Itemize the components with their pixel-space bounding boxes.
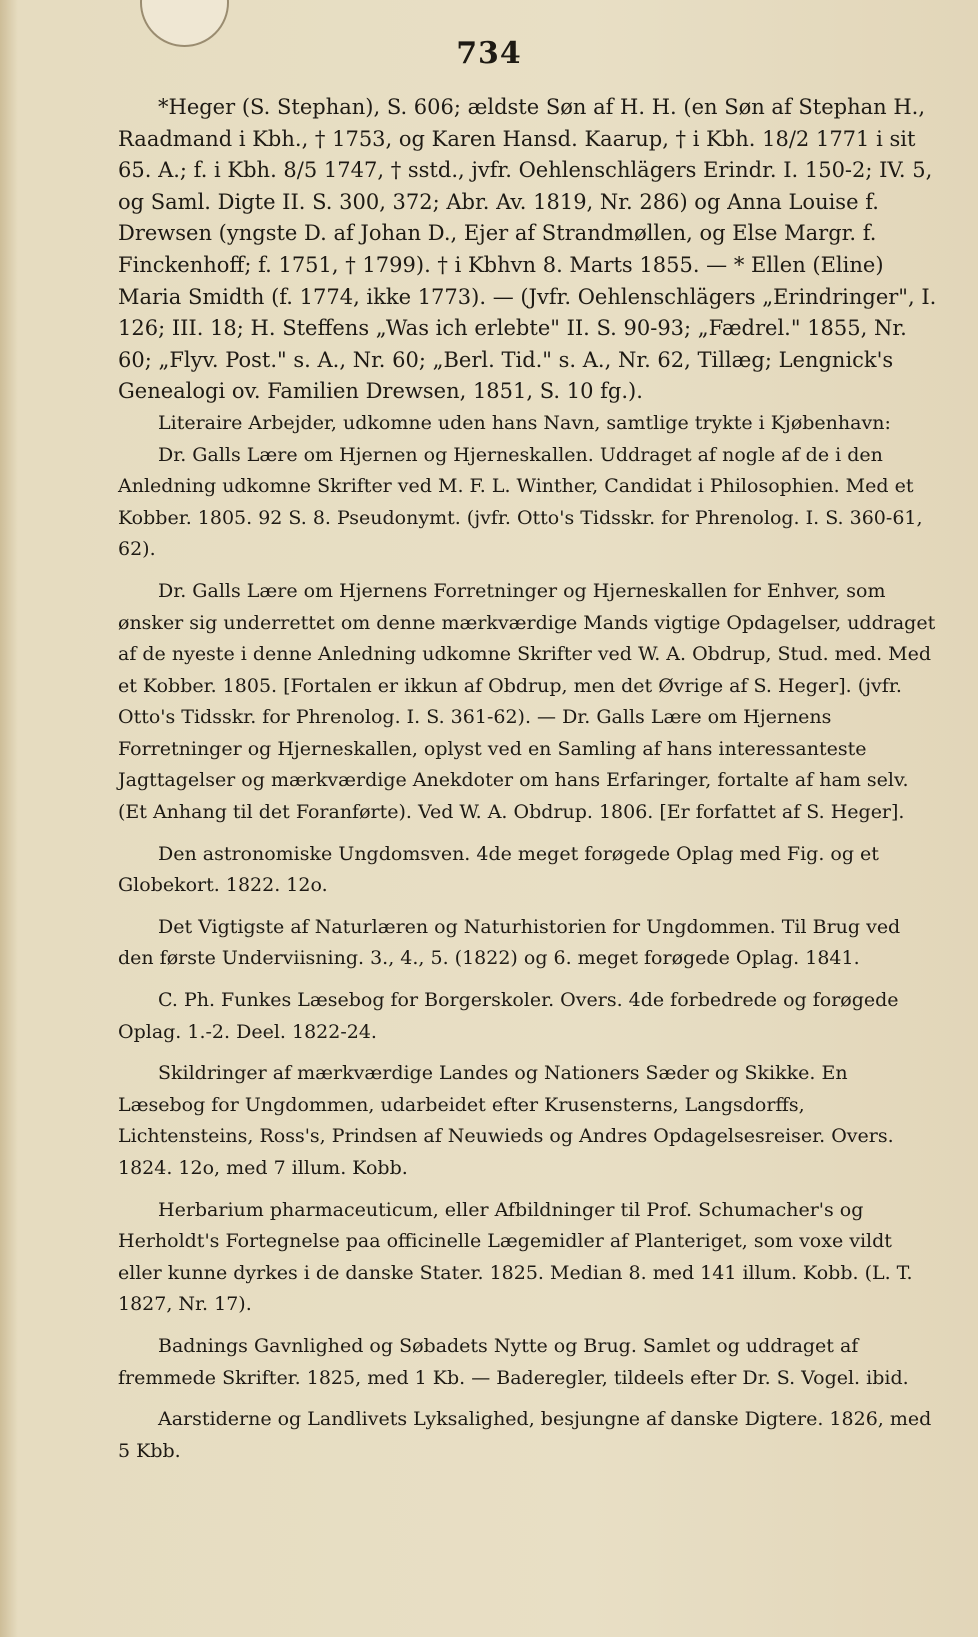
page-text (118, 92, 940, 1467)
work-entry: Det Vigtigste af Naturlæren og Naturhistorien for Ungdommen. Til Brug ved den første Underviisning. 3., 4., 5. (1822) og 6. meget forøgede Oplag. 1841. (118, 915, 901, 970)
work-entry: Badnings Gavnlighed og Søbadets Nytte og Brug. Samlet og uddraget af fremmede Skrifter. 1825, med 1 Kb. — Baderegler, tildeels efter Dr. S. Vogel. ibid. (118, 1334, 909, 1389)
page-number: 734 (456, 36, 522, 71)
work-entry: Herbarium pharmaceuticum, eller Afbildninger til Prof. Schumacher's og Herholdt's Fortegnelse paa officinelle Lægemidler af Planteriget, som voxe vildt eller kunne dyrkes i de danske Stater. 1825. Median 8. med 141 illum. Kobb. (L. T. 1827, Nr. 17). (118, 1198, 913, 1316)
works-heading: Literaire Arbejder, udkomne uden hans Navn, samtlige trykte i Kjøbenhavn: (158, 411, 891, 434)
biography-entry: *Heger (S. Stephan), S. 606; ældste Søn af H. H. (en Søn af Stephan H., Raadmand i Kbh., † 1753, og Karen Hansd. Kaarup, † i Kbh. 18/2 1771 i sit 65. A.; f. i Kbh. 8/5 1747, † sstd., jvfr. Oehlenschlägers Erindr. I. 150-2; IV. 5, og Saml. Digte II. S. 300, 372; Abr. Av. 1819, Nr. 286) og Anna Louise f. Drewsen (yngste D. af Johan D., Ejer af Strandmøllen, og Else Margr. f. Finckenhoff; f. 1751, † 1799). † i Kbhvn 8. Marts 1855. — * Ellen (Eline) Maria Smidth (f. 1774, ikke 1773). — (Jvfr. Oehlenschlägers „Erindringer", I. 126; III. 18; H. Steffens „Was ich erlebte" II. S. 90-93; „Fædrel." 1855, Nr. 60; „Flyv. Post." s. A., Nr. 60; „Berl. Tid." s. A., Nr. 62, Tillæg; Lengnick's Genealogi ov. Familien Drewsen, 1851, S. 10 fg.). (118, 95, 937, 404)
work-entry: Den astronomiske Ungdomsven. 4de meget forøgede Oplag med Fig. og et Globekort. 1822. 12o. (118, 842, 879, 897)
work-entry: Skildringer af mærkværdige Landes og Nationers Sæder og Skikke. En Læsebog for Ungdommen, udarbeidet efter Krusensterns, Langsdorffs, Lichtensteins, Ross's, Prindsen af Neuwieds og Andres Opdagelsesreiser. Overs. 1824. 12o, med 7 illum. Kobb. (118, 1062, 894, 1179)
work-entry: Dr. Galls Lære om Hjernens Forretninger og Hjerneskallen for Enhver, som ønsker sig underrettet om denne mærkværdige Mands vigtige Opdagelser, uddraget af de nyeste i denne Anledning udkomne Skrifter ved W. A. Obdrup, Stud. med. Med et Kobber. 1805. [Fortalen er ikkun af Obdrup, men det Øvrige af S. Heger]. (jvfr. Otto's Tidsskr. for Phrenolog. I. S. 361-62). — Dr. Galls Lære om Hjernens Forretninger og Hjerneskallen, oplyst ved en Samling af hans interessanteste Jagttagelser og mærkværdige Anekdoter om hans Erfaringer, fortalte af ham selv. (Et Anhang til det Foranførte). Ved W. A. Obdrup. 1806. [Er forfattet af S. Heger]. (118, 579, 936, 824)
work-entry: C. Ph. Funkes Læsebog for Borgerskoler. Overs. 4de forbedrede og forøgede Oplag. 1.-2. Deel. 1822-24. (118, 989, 899, 1043)
work-entry: Aarstiderne og Landlivets Lyksalighed, besjungne af danske Digtere. 1826, med 5 Kbb. (118, 1408, 932, 1462)
work-entry: Dr. Galls Lære om Hjernen og Hjerneskallen. Uddraget af nogle af de i den Anledning udkomne Skrifter ved M. F. L. Winther, Candidat i Philosophien. Med et Kobber. 1805. 92 S. 8. Pseudonymt. (jvfr. Otto's Tidsskr. for Phrenolog. I. S. 360-61, 62). (118, 443, 923, 561)
